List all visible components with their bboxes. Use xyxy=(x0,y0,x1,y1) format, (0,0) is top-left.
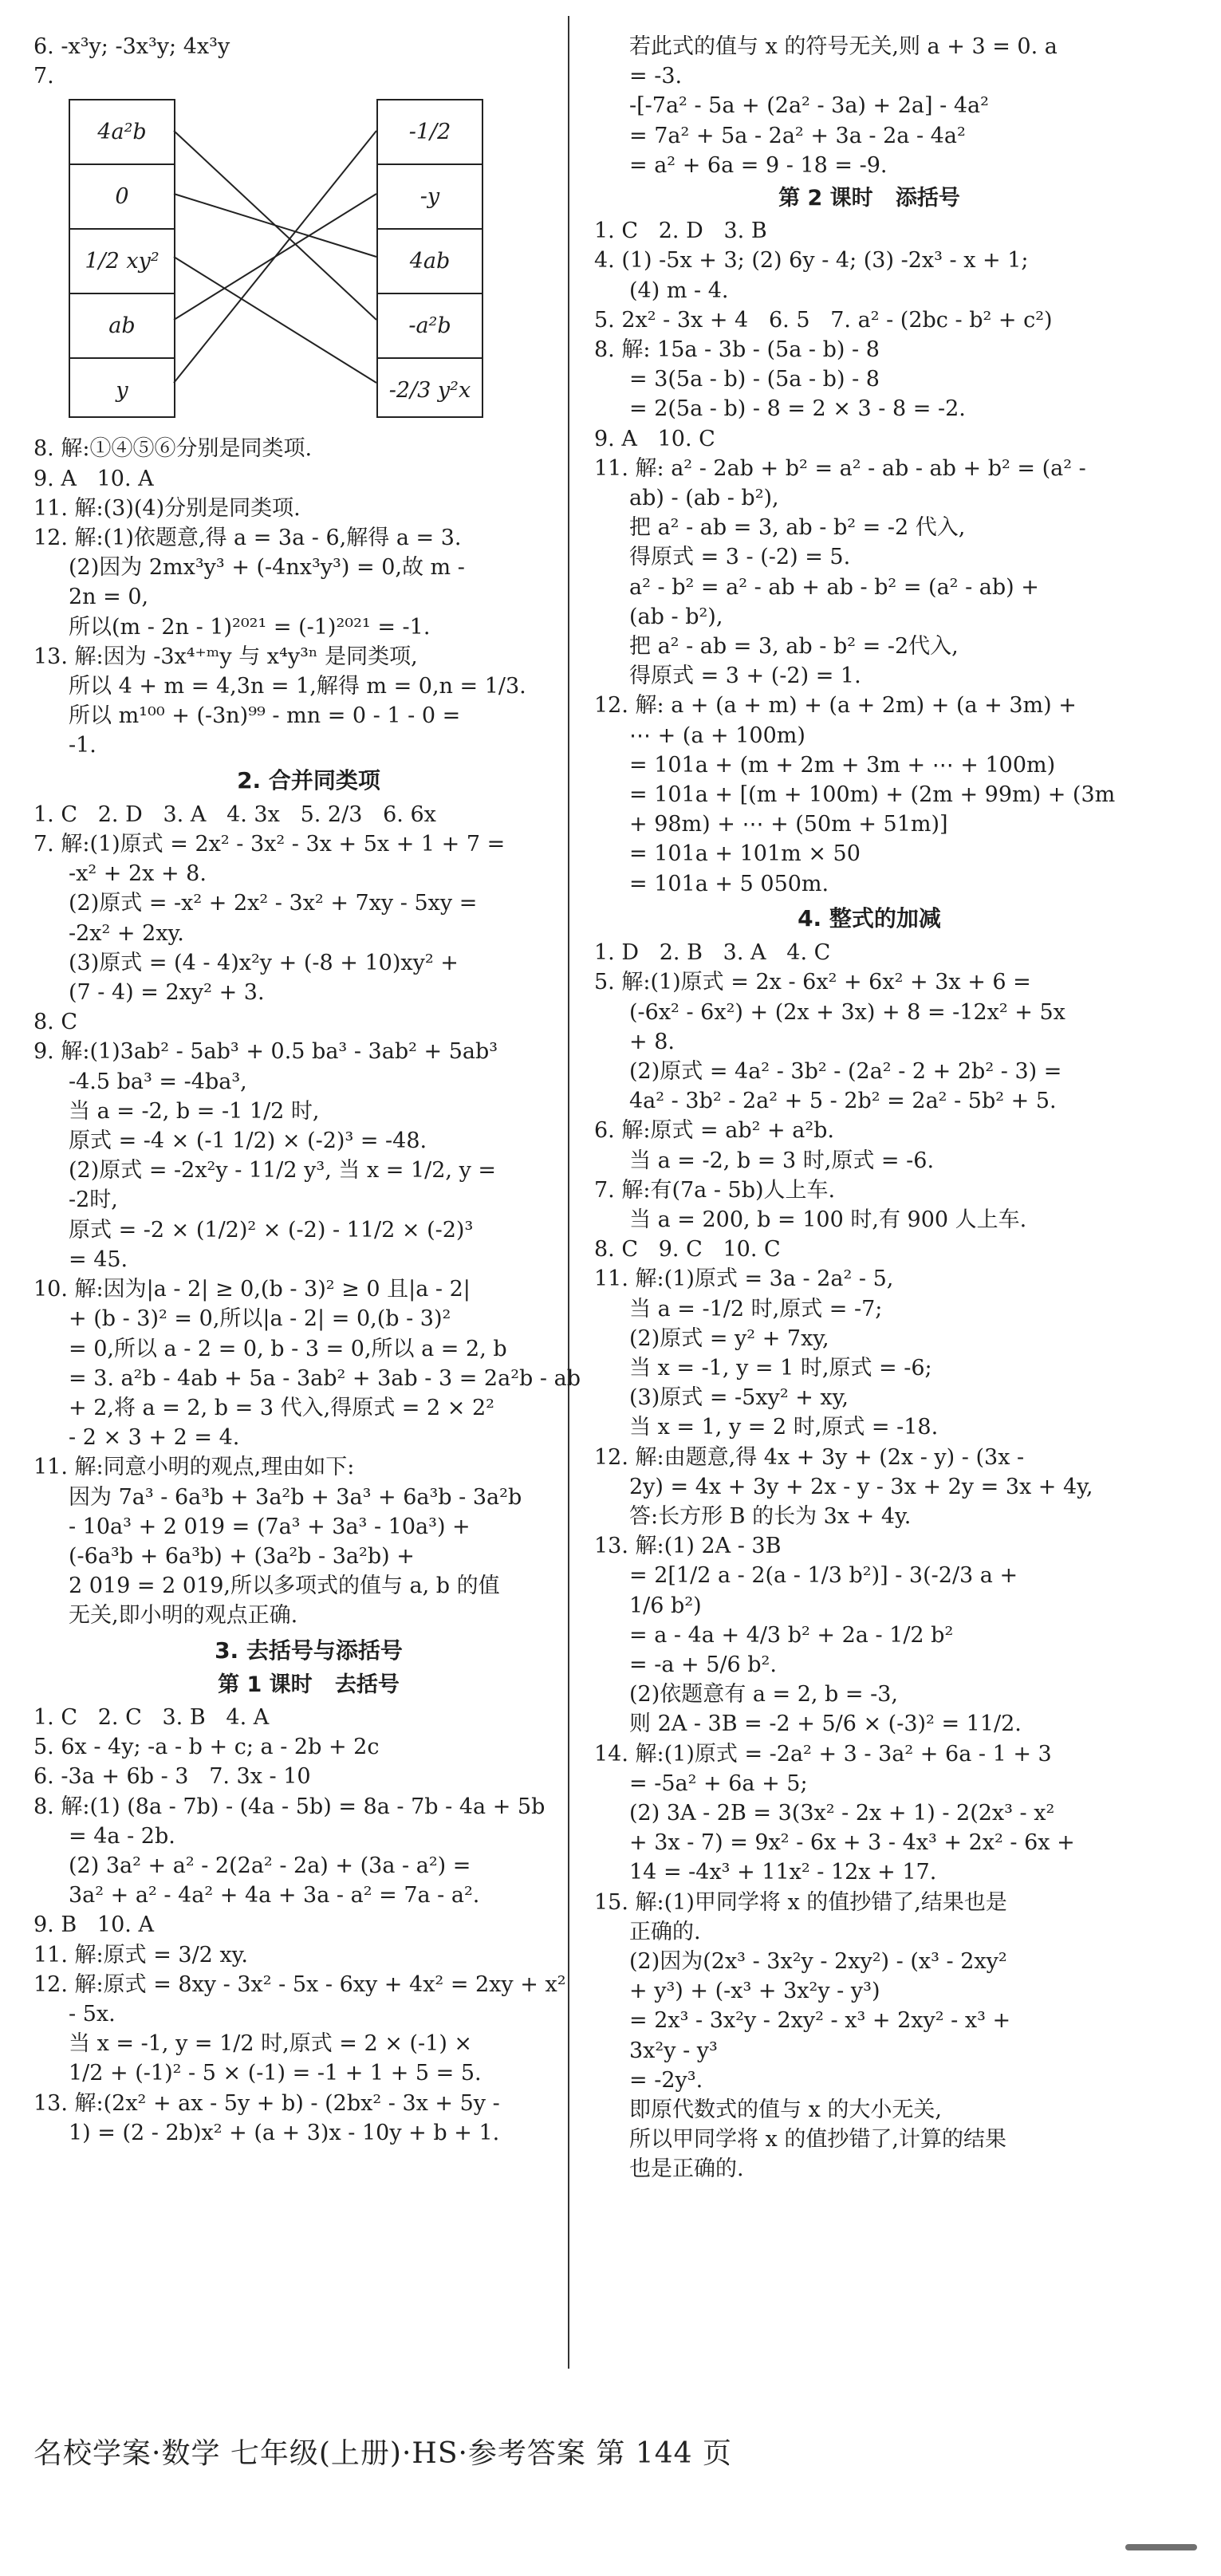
answer-line: = -3. xyxy=(629,64,683,89)
lesson-heading: 第 1 课时 去括号 xyxy=(218,1672,400,1697)
answer-line: 11. 解: a² - 2ab + b² = a² - ab - ab + b² = (a² - xyxy=(594,455,1086,481)
answer-line: 7. 解:(1)原式 = 2x² - 3x² - 3x + 5x + 1 + 7 = xyxy=(33,832,506,857)
answer-line: 12. 解: a + (a + m) + (a + 2m) + (a + 3m) + xyxy=(594,693,1077,719)
answer-line: + 3x - 7) = 9x² - 6x + 3 - 4x³ + 2x² - 6x + xyxy=(629,1830,1075,1856)
answer-line: = 7a² + 5a - 2a² + 3a - 2a - 4a² xyxy=(629,123,966,148)
answer-line: 得原式 = 3 - (-2) = 5. xyxy=(629,545,851,570)
answer-line: a² - b² = a² - ab + ab - b² = (a² - ab) + xyxy=(629,574,1039,600)
matching-right-item: -1/2 xyxy=(378,100,482,165)
answer-line: 所以甲同学将 x 的值抄错了,计算的结果 xyxy=(629,2127,1006,2153)
answer-line: 所以 m¹⁰⁰ + (-3n)⁹⁹ - mn = 0 - 1 - 0 = xyxy=(69,703,461,729)
answer-line: = 101a + [(m + 100m) + (2m + 99m) + (3m xyxy=(629,782,1116,808)
answer-line: 3a² + a² - 4a² + 4a + 3a - a² = 7a - a². xyxy=(69,1883,480,1908)
answer-line: 8. 解:(1) (8a - 7b) - (4a - 5b) = 8a - 7b - 4a + 5b xyxy=(33,1794,546,1819)
answer-line: (4) m - 4. xyxy=(629,278,729,303)
answer-line: 6. -x³y; -3x³y; 4x³y xyxy=(33,34,230,59)
answer-line: 1. C 2. D 3. A 4. 3x 5. 2/3 6. 6x xyxy=(33,802,436,827)
answer-line: 6. 解:原式 = ab² + a²b. xyxy=(594,1118,835,1144)
answer-line: -1. xyxy=(69,733,96,758)
answer-line: 原式 = -2 × (1/2)² × (-2) - 11/2 × (-2)³ xyxy=(69,1217,474,1243)
answer-line: 12. 解:(1)依题意,得 a = 3a - 6,解得 a = 3. xyxy=(33,526,462,551)
answer-line: 11. 解:(1)原式 = 3a - 2a² - 5, xyxy=(594,1266,894,1292)
matching-connector xyxy=(174,257,376,383)
answer-line: 8. 解: 15a - 3b - (5a - b) - 8 xyxy=(594,337,880,363)
answer-line: ⋯ + (a + 100m) xyxy=(629,723,805,748)
matching-right-item: -y xyxy=(378,165,482,230)
answer-line: (-6a³b + 6a³b) + (3a²b - 3a²b) + xyxy=(69,1543,415,1569)
matching-left-item: 4a²b xyxy=(70,100,174,165)
answer-line: = a - 4a + 4/3 b² + 2a - 1/2 b² xyxy=(629,1622,954,1648)
section-heading: 4. 整式的加减 xyxy=(798,904,941,932)
answer-line: -4.5 ba³ = -4ba³, xyxy=(69,1069,247,1094)
answer-line: 12. 解:原式 = 8xy - 3x² - 5x - 6xy + 4x² = 2xy + x² xyxy=(33,1971,566,1997)
answer-line: 1. C 2. D 3. B xyxy=(594,219,767,244)
answer-line: = 2x³ - 3x²y - 2xy² - x³ + 2xy² - x³ + xyxy=(629,2008,1011,2034)
answer-line: 12. 解:由题意,得 4x + 3y + (2x - y) - (3x - xyxy=(594,1444,1025,1470)
answer-line: 当 a = -1/2 时,原式 = -7; xyxy=(629,1296,883,1321)
answer-line: 所以 4 + m = 4,3n = 1,解得 m = 0,n = 1/3. xyxy=(69,674,526,699)
answer-line: (ab - b²), xyxy=(629,604,723,629)
answer-line: (2)原式 = -x² + 2x² - 3x² + 7xy - 5xy = xyxy=(69,891,478,916)
answer-line: (2) 3a² + a² - 2(2a² - 2a) + (3a - a²) = xyxy=(69,1853,471,1878)
answer-line: 9. A 10. A xyxy=(33,466,154,491)
answer-line: = -5a² + 6a + 5; xyxy=(629,1771,808,1796)
answer-line: (2) 3A - 2B = 3(3x² - 2x + 1) - 2(2x³ - x² xyxy=(629,1800,1055,1826)
answer-line: -x² + 2x + 8. xyxy=(69,861,207,887)
answer-line: 13. 解:因为 -3x⁴⁺ᵐy 与 x⁴y³ⁿ 是同类项, xyxy=(33,644,418,669)
answer-line: + 98m) + ⋯ + (50m + 51m)] xyxy=(629,812,948,837)
answer-line: 4a² - 3b² - 2a² + 5 - 2b² = 2a² - 5b² + 5. xyxy=(629,1089,1057,1114)
answer-line: - 2 × 3 + 2 = 4. xyxy=(69,1425,240,1451)
answer-line: 无关,即小明的观点正确. xyxy=(69,1603,298,1629)
answer-line: ab) - (ab - b²), xyxy=(629,486,779,511)
answer-line: 5. 6x - 4y; -a - b + c; a - 2b + 2c xyxy=(33,1735,380,1760)
answer-line: 当 a = 200, b = 100 时,有 900 人上车. xyxy=(629,1207,1027,1232)
answer-line: 8. 解:①④⑤⑥分别是同类项. xyxy=(33,436,313,462)
answer-line: = -2y³. xyxy=(629,2067,703,2093)
answer-line: (3)原式 = -5xy² + xy, xyxy=(629,1385,849,1411)
matching-left-box xyxy=(69,99,175,418)
answer-line: + 2,将 a = 2, b = 3 代入,得原式 = 2 × 2² xyxy=(69,1395,494,1420)
answer-line: 9. 解:(1)3ab² - 5ab³ + 0.5 ba³ - 3ab² + 5ab³ xyxy=(33,1039,498,1065)
answer-line: (2)因为 2mx³y³ + (-4nx³y³) = 0,故 m - xyxy=(69,555,465,581)
answer-line: 1/2 + (-1)² - 5 × (-1) = -1 + 1 + 5 = 5. xyxy=(69,2061,482,2086)
answer-line: 当 a = -2, b = 3 时,原式 = -6. xyxy=(629,1148,935,1173)
answer-line: 1/6 b²) xyxy=(629,1593,702,1618)
matching-right-box xyxy=(376,99,483,418)
answer-line: 13. 解:(2x² + ax - 5y + b) - (2bx² - 3x + 5y - xyxy=(33,2090,500,2116)
answer-line: - 10a³ + 2 019 = (7a³ + 3a³ - 10a³) + xyxy=(69,1514,471,1539)
answer-line: 4. (1) -5x + 3; (2) 6y - 4; (3) -2x³ - x + 1; xyxy=(594,248,1029,274)
answer-line: 1. C 2. C 3. B 4. A xyxy=(33,1704,270,1730)
matching-diagram xyxy=(33,94,584,429)
answer-line: 则 2A - 3B = -2 + 5/6 × (-3)² = 11/2. xyxy=(629,1711,1022,1737)
lesson-heading: 第 2 课时 添括号 xyxy=(778,186,960,211)
answer-line: 9. B 10. A xyxy=(33,1912,154,1938)
matching-left-item: ab xyxy=(70,294,174,359)
answer-line: (-6x² - 6x²) + (2x + 3x) + 8 = -12x² + 5x xyxy=(629,999,1065,1025)
answer-line: 所以(m - 2n - 1)²⁰²¹ = (-1)²⁰²¹ = -1. xyxy=(69,614,431,640)
answer-line: 把 a² - ab = 3, ab - b² = -2代入, xyxy=(629,634,959,660)
answer-line: + 8. xyxy=(629,1029,675,1054)
answer-line: 6. -3a + 6b - 3 7. 3x - 10 xyxy=(33,1764,311,1790)
answer-line: = a² + 6a = 9 - 18 = -9. xyxy=(629,152,888,178)
answer-line: 当 x = -1, y = 1/2 时,原式 = 2 × (-1) × xyxy=(69,2031,473,2057)
section-heading: 3. 去括号与添括号 xyxy=(215,1637,403,1664)
answer-line: 11. 解:同意小明的观点,理由如下: xyxy=(33,1455,355,1480)
answer-line: 3x²y - y³ xyxy=(629,2038,718,2063)
answer-line: 13. 解:(1) 2A - 3B xyxy=(594,1534,782,1559)
answer-line: (2)原式 = 4a² - 3b² - (2a² - 2 + 2b² - 3) = xyxy=(629,1058,1062,1084)
answer-line: (2)原式 = y² + 7xy, xyxy=(629,1325,829,1351)
answer-line: 当 x = 1, y = 2 时,原式 = -18. xyxy=(629,1415,939,1440)
answer-line: 8. C xyxy=(33,1010,78,1035)
matching-right-item: -a²b xyxy=(378,294,482,359)
answer-line: = 4a - 2b. xyxy=(69,1823,175,1849)
matching-connector xyxy=(174,194,376,257)
answer-line: 2n = 0, xyxy=(69,585,149,610)
answer-line: 因为 7a³ - 6a³b + 3a²b + 3a³ + 6a³b - 3a²b xyxy=(69,1484,522,1510)
answer-line: 1. D 2. B 3. A 4. C xyxy=(594,940,831,966)
answer-line: (2)因为(2x³ - 3x²y - 2xy²) - (x³ - 2xy² xyxy=(629,1949,1007,1974)
answer-line: 把 a² - ab = 3, ab - b² = -2 代入, xyxy=(629,515,966,541)
answer-line: 答:长方形 B 的长为 3x + 4y. xyxy=(629,1503,912,1529)
answer-line: 7. 解:有(7a - 5b)人上车. xyxy=(594,1177,836,1203)
answer-line: - 5x. xyxy=(69,2001,116,2027)
matching-left-item: y xyxy=(116,378,128,404)
answer-line: 当 a = -2, b = -1 1/2 时, xyxy=(69,1098,320,1124)
answer-line: = 3. a²b - 4ab + 5a - 3ab² + 3ab - 3 = 2a²b - ab xyxy=(69,1365,581,1391)
answer-line: 得原式 = 3 + (-2) = 1. xyxy=(629,664,861,689)
answer-line: -2x² + 2xy. xyxy=(69,920,184,946)
answer-line: = 45. xyxy=(69,1247,128,1272)
matching-right-item: -2/3 y²x xyxy=(388,378,471,404)
matching-right-item: 4ab xyxy=(378,230,482,294)
answer-line: + y³) + (-x³ + 3x²y - y³) xyxy=(629,1979,880,2004)
matching-connector xyxy=(174,131,376,383)
answer-line: 也是正确的. xyxy=(629,2157,744,2182)
answer-line: 2 019 = 2 019,所以多项式的值与 a, b 的值 xyxy=(69,1574,500,1599)
answer-line: 原式 = -4 × (-1 1/2) × (-2)³ = -48. xyxy=(69,1128,427,1154)
answer-line: (7 - 4) = 2xy² + 3. xyxy=(69,980,265,1006)
answer-line: = 0,所以 a - 2 = 0, b - 3 = 0,所以 a = 2, b xyxy=(69,1336,507,1361)
answer-line: 8. C 9. C 10. C xyxy=(594,1237,781,1262)
answer-line: = 101a + 101m × 50 xyxy=(629,841,861,867)
answer-line: -2时, xyxy=(69,1188,118,1213)
answer-line: 14. 解:(1)原式 = -2a² + 3 - 3a² + 6a - 1 + 3 xyxy=(594,1741,1052,1767)
answer-line: 当 x = -1, y = 1 时,原式 = -6; xyxy=(629,1355,932,1381)
answer-line: + (b - 3)² = 0,所以|a - 2| = 0,(b - 3)² xyxy=(69,1306,451,1332)
matching-left-item: 1/2 xy² xyxy=(70,230,174,294)
answer-line: 若此式的值与 x 的符号无关,则 a + 3 = 0. a xyxy=(629,34,1058,59)
answer-line: 15. 解:(1)甲同学将 x 的值抄错了,结果也是 xyxy=(594,1889,1007,1915)
answer-line: 正确的. xyxy=(629,1919,701,1944)
right-column xyxy=(594,32,1144,2184)
answer-line: 11. 解:(3)(4)分别是同类项. xyxy=(33,495,301,521)
answer-line: (3)原式 = (4 - 4)x²y + (-8 + 10)xy² + xyxy=(69,950,459,975)
answer-line: -[-7a² - 5a + (2a² - 3a) + 2a] - 4a² xyxy=(629,93,989,119)
answer-line: 14 = -4x³ + 11x² - 12x + 17. xyxy=(629,1860,937,1885)
answer-line: = 2[1/2 a - 2(a - 1/3 b²)] - 3(-2/3 a + xyxy=(629,1563,1018,1589)
answer-line: 5. 2x² - 3x + 4 6. 5 7. a² - (2bc - b² + c²) xyxy=(594,307,1053,333)
answer-line: 9. A 10. C xyxy=(594,426,715,451)
scan-smudge xyxy=(1125,2544,1197,2550)
answer-line: = 101a + 5 050m. xyxy=(629,871,829,896)
answer-line: 5. 解:(1)原式 = 2x - 6x² + 6x² + 3x + 6 = xyxy=(594,970,1031,995)
answer-line: 10. 解:因为|a - 2| ≥ 0,(b - 3)² ≥ 0 且|a - 2| xyxy=(33,1277,471,1302)
left-column xyxy=(33,32,584,2148)
answer-line: = 2(5a - b) - 8 = 2 × 3 - 8 = -2. xyxy=(629,396,966,422)
page-footer: 名校学案·数学 七年级(上册)·HS·参考答案 第 144 页 xyxy=(33,2437,732,2470)
matching-left-item: 0 xyxy=(70,165,174,230)
answer-line: = 3(5a - b) - (5a - b) - 8 xyxy=(629,367,880,392)
section-heading: 2. 合并同类项 xyxy=(237,766,380,794)
answer-line: 11. 解:原式 = 3/2 xy. xyxy=(33,1942,248,1967)
answer-line: = -a + 5/6 b². xyxy=(629,1652,777,1677)
answer-line: = 101a + (m + 2m + 3m + ⋯ + 100m) xyxy=(629,752,1056,778)
answer-line: 1) = (2 - 2b)x² + (a + 3)x - 10y + b + 1. xyxy=(69,2120,500,2145)
answer-line: 2y) = 4x + 3y + 2x - y - 3x + 2y = 3x + 4y, xyxy=(629,1474,1093,1499)
answer-line: (2)原式 = -2x²y - 11/2 y³, 当 x = 1/2, y = xyxy=(69,1158,497,1184)
answer-line: 即原代数式的值与 x 的大小无关, xyxy=(629,2097,942,2123)
answer-line: (2)依题意有 a = 2, b = -3, xyxy=(629,1682,899,1707)
answer-line: 7. xyxy=(33,64,54,89)
